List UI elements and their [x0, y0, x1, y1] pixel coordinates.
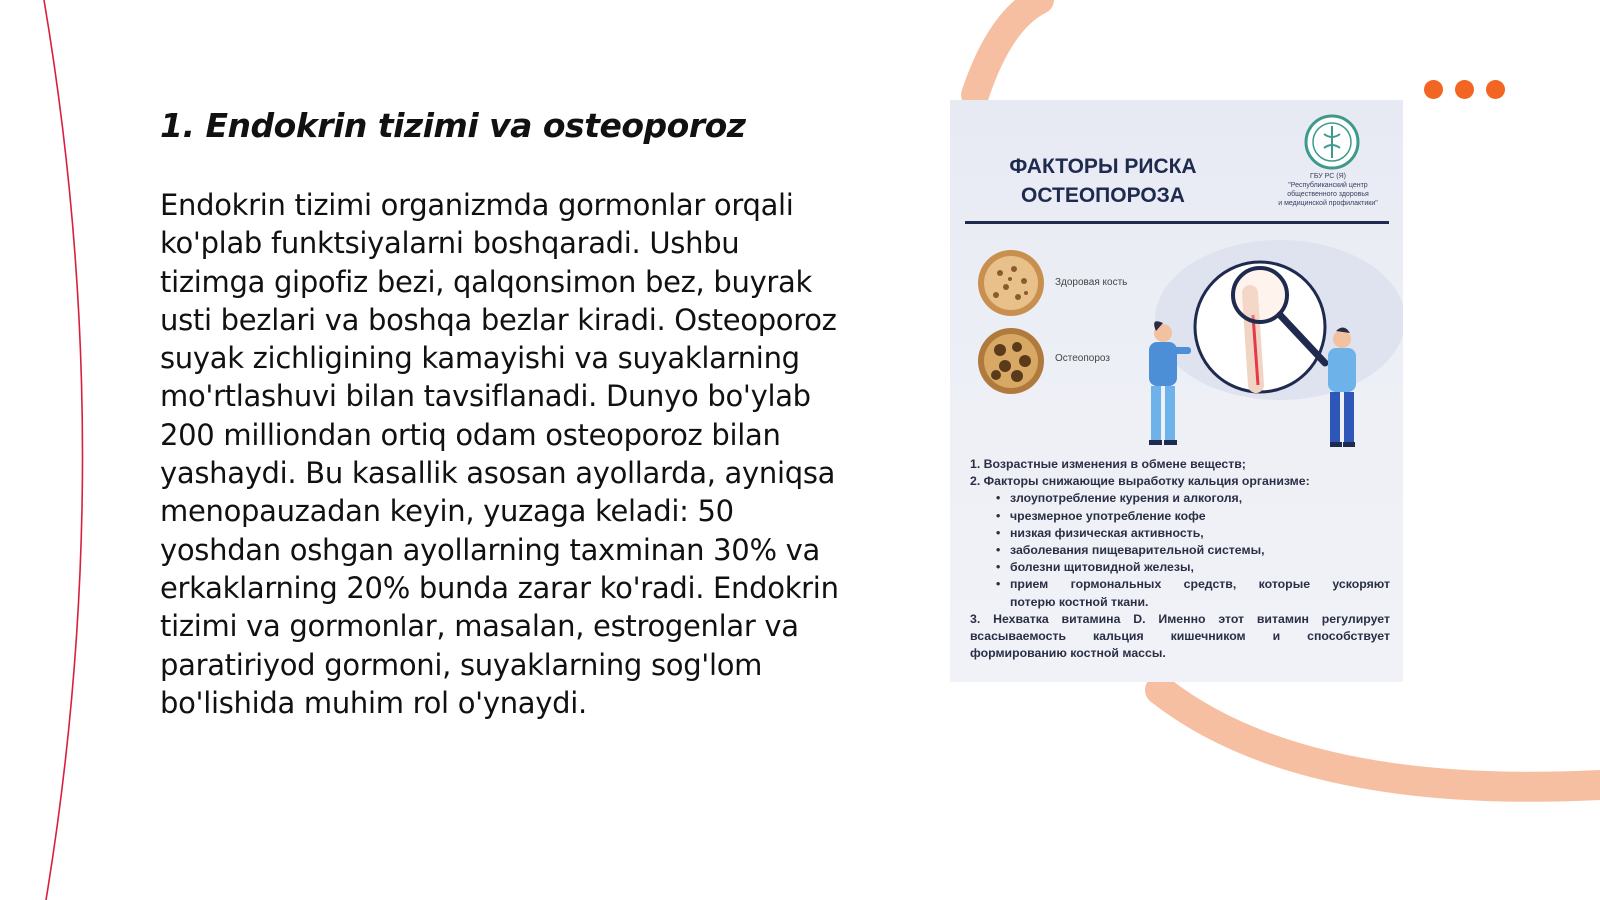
risk-subitem: • болезни щитовидной железы,	[970, 559, 1390, 576]
osteoporosis-label: Остеопороз	[1055, 353, 1110, 364]
decorative-dots	[1424, 80, 1505, 99]
risk-subitem: • заболевания пищеварительной системы,	[970, 542, 1390, 559]
risk-subitem: • чрезмерное употребление кофе	[970, 508, 1390, 525]
org-line: "Республиканский центр	[1288, 182, 1368, 189]
decorative-arc	[975, 0, 1040, 95]
osteoporosis-bone-icon	[978, 328, 1044, 394]
poster-heading	[988, 152, 1218, 210]
risk-item-continuation: всасываемость кальция кишечником и способствует	[970, 629, 1390, 644]
risk-subitem: • низкая физическая активность,	[970, 525, 1390, 542]
magnifier-icon	[1195, 262, 1325, 392]
osteoporosis-risk-poster	[950, 100, 1403, 682]
org-line: общественного здоровья	[1287, 191, 1369, 198]
org-line: и медицинской профилактики"	[1278, 200, 1378, 207]
slide-body-text: Endokrin tizimi organizmda gormonlar orqali ko'plab funktsiyalarni boshqaradi. Ushbu tizimga gipofiz bezi, qalqonsimon bez, buyrak usti bezlari va boshqa bezlar kiradi. Osteoporoz suyak zichligining kamayishi va suyaklarning mo'rtlashuvi bilan tavsiflanadi. Dunyo bo'ylab 200 milliondan ortiq odam osteoporoz bilan yashaydi. Bu kasallik asosan ayollarda, ayniqsa menopauzadan keyin, yuzaga keladi: 50 yoshdan oshgan ayollarning taxminan 30% va erkaklarning 20% bunda zarar ko'radi. Endokrin tizimi va gormonlar, masalan, estrogenlar va paratiriyod gormoni, suyaklarning sog'lom bo'lishida muhim rol o'ynaydi.	[160, 188, 839, 720]
poster-heading-line: ОСТЕОПОРОЗА	[1021, 184, 1185, 207]
risk-subitem-continuation: потерю костной ткани.	[1010, 594, 1149, 609]
risk-item: 3. Нехватка витамина D. Именно этот витамин регулирует	[970, 611, 1390, 626]
decorative-arc-lower	[1160, 690, 1600, 787]
org-line: ГБУ РС (Я)	[1310, 173, 1346, 180]
risk-subitem: • прием гормональных средств, которые ускоряют	[970, 576, 1390, 593]
risk-subitem: • злоупотребление курения и алкоголя,	[970, 490, 1390, 507]
poster-divider	[965, 221, 1389, 224]
healthy-bone-icon	[978, 250, 1044, 316]
poster-heading-line: ФАКТОРЫ РИСКА	[1009, 155, 1197, 178]
decorative-red-line	[44, 0, 83, 900]
risk-item-continuation: формированию костной массы.	[970, 646, 1166, 661]
poster-illustration	[950, 235, 1403, 460]
poster-organization	[1264, 172, 1392, 208]
decorative-dot	[1424, 80, 1443, 99]
decorative-dot	[1486, 80, 1505, 99]
risk-item: 1. Возрастные изменения в обмене веществ;	[970, 457, 1246, 471]
healthy-bone-label: Здоровая кость	[1055, 277, 1128, 288]
decorative-dot	[1455, 80, 1474, 99]
slide-title: 1. Endokrin tizimi va osteoporoz	[160, 106, 746, 145]
risk-item: 2. Факторы снижающие выработку кальция организме:	[970, 474, 1310, 489]
emblem-icon	[1304, 114, 1360, 170]
risk-factor-list	[970, 456, 1390, 662]
